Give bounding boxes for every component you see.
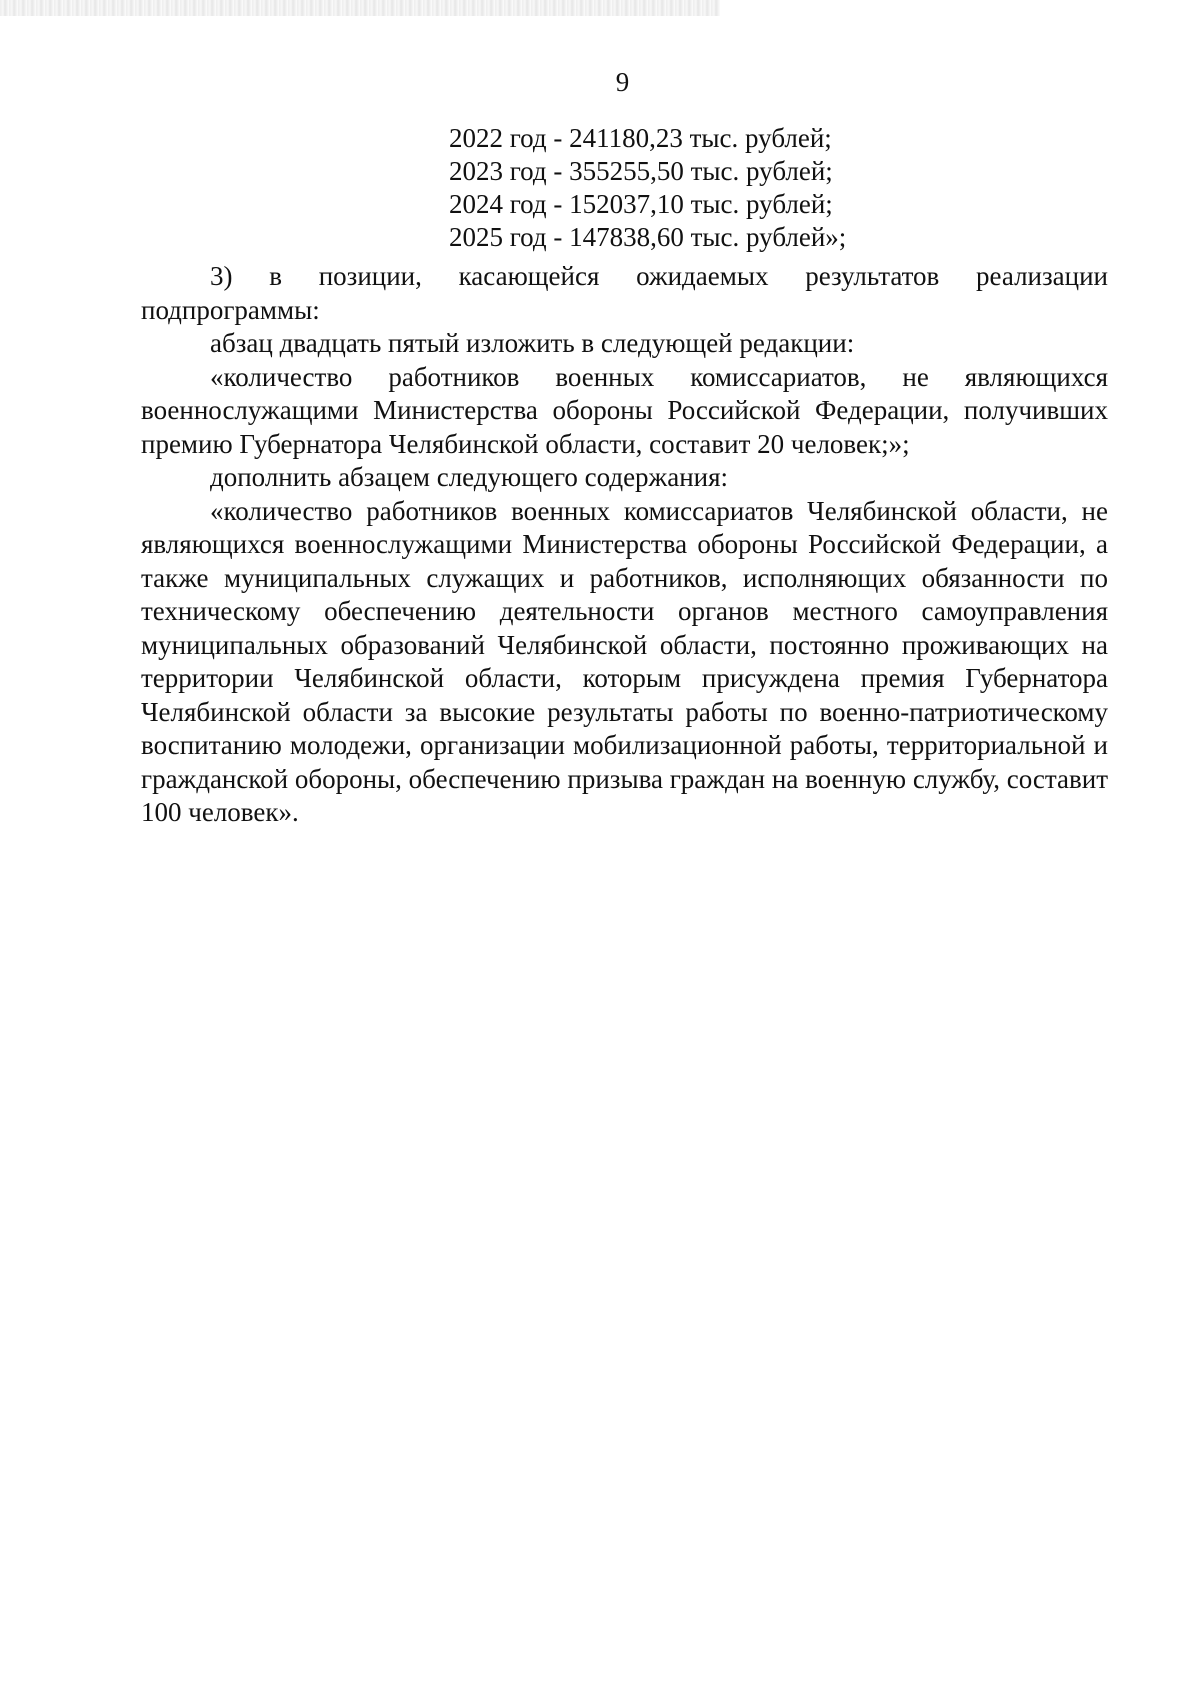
document-body bbox=[141, 260, 1108, 830]
scan-artifact bbox=[0, 0, 720, 16]
funding-line-2024: 2024 год - 152037,10 тыс. рублей; bbox=[449, 189, 833, 219]
paragraph-item-3: 3) в позиции, касающейся ожидаемых результатов реализации подпрограммы: bbox=[141, 261, 1108, 325]
funding-line-2022: 2022 год - 241180,23 тыс. рублей; bbox=[449, 123, 832, 153]
paragraph-instruction-replace: абзац двадцать пятый изложить в следующей редакции: bbox=[210, 328, 855, 358]
funding-line-2023: 2023 год - 355255,50 тыс. рублей; bbox=[449, 156, 833, 186]
funding-line-2025: 2025 год - 147838,60 тыс. рублей»; bbox=[449, 222, 847, 252]
paragraph-quoted-new-text: «количество работников военных комиссариатов Челябинской области, не являющихся военнослужащими Министерства обороны Российской Федерации, а также муниципальных служащих и работников, исполняющих обязанности по техническому обеспечению деятельности органов местного самоуправления муниципальных образований Челябинской области, постоянно проживающих на территории Челябинской области, которым присуждена премия Губернатора Челябинской области за высокие результаты работы по военно-патриотическому воспитанию молодежи, организации мобилизационной работы, территориальной и гражданской обороны, обеспечению призыва граждан на военную службу, составит 100 человек». bbox=[141, 495, 1108, 827]
page-number: 9 bbox=[615, 67, 630, 97]
funding-by-year-list bbox=[449, 122, 846, 254]
paragraph-instruction-add: дополнить абзацем следующего содержания: bbox=[210, 462, 729, 492]
paragraph-quoted-old-text: «количество работников военных комиссариатов, не являющихся военнослужащими Министерства обороны Российской Федерации, получивших премию Губернатора Челябинской области, составит 20 человек;»; bbox=[141, 361, 1108, 459]
